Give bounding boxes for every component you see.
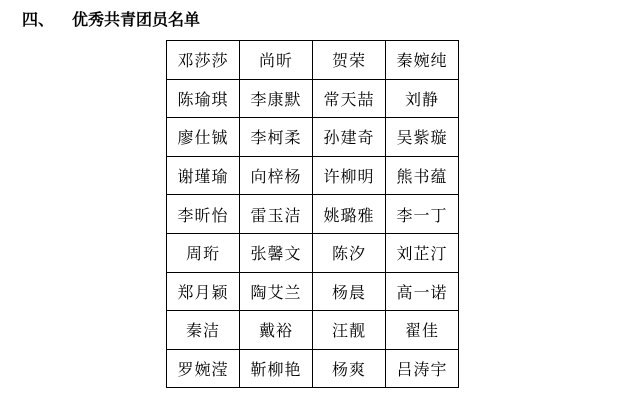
table-row — [167, 156, 459, 195]
section-heading — [22, 6, 200, 34]
member-name-cell: 杨爽 — [313, 349, 386, 388]
member-table-body — [167, 41, 459, 388]
member-name-cell: 罗婉滢 — [167, 349, 240, 388]
member-name-cell: 吕涛宇 — [386, 349, 459, 388]
member-name-cell: 李柯柔 — [240, 118, 313, 157]
member-name-cell: 高一诺 — [386, 272, 459, 311]
member-name-cell: 翟佳 — [386, 311, 459, 350]
table-row — [167, 195, 459, 234]
member-table — [166, 40, 459, 388]
member-name-cell: 邓莎莎 — [167, 41, 240, 80]
member-name-cell: 张馨文 — [240, 233, 313, 272]
member-name-cell: 向梓杨 — [240, 156, 313, 195]
table-row — [167, 233, 459, 272]
member-name-cell: 许柳明 — [313, 156, 386, 195]
member-name-cell: 李康默 — [240, 79, 313, 118]
member-name-cell: 常天喆 — [313, 79, 386, 118]
member-name-cell: 刘静 — [386, 79, 459, 118]
table-row — [167, 349, 459, 388]
member-name-cell: 秦婉纯 — [386, 41, 459, 80]
member-name-cell: 陶艾兰 — [240, 272, 313, 311]
member-name-cell: 孙建奇 — [313, 118, 386, 157]
member-name-cell: 吴紫璇 — [386, 118, 459, 157]
member-name-cell: 汪靓 — [313, 311, 386, 350]
member-name-cell: 秦洁 — [167, 311, 240, 350]
table-row — [167, 272, 459, 311]
member-name-cell: 贺荣 — [313, 41, 386, 80]
member-name-cell: 杨晨 — [313, 272, 386, 311]
section-number: 四、 — [22, 10, 55, 29]
member-name-cell: 姚璐雅 — [313, 195, 386, 234]
member-name-cell: 刘芷汀 — [386, 233, 459, 272]
member-name-cell: 陈瑜琪 — [167, 79, 240, 118]
table-row — [167, 79, 459, 118]
member-name-cell: 周珩 — [167, 233, 240, 272]
member-name-cell: 陈汐 — [313, 233, 386, 272]
member-name-cell: 雷玉洁 — [240, 195, 313, 234]
member-name-cell: 李昕怡 — [167, 195, 240, 234]
member-name-cell: 尚昕 — [240, 41, 313, 80]
table-row — [167, 41, 459, 80]
member-name-cell: 李一丁 — [386, 195, 459, 234]
member-name-cell: 靳柳艳 — [240, 349, 313, 388]
table-row — [167, 118, 459, 157]
member-name-cell: 戴裕 — [240, 311, 313, 350]
member-name-cell: 廖仕铖 — [167, 118, 240, 157]
table-row — [167, 311, 459, 350]
member-name-cell: 谢瑾瑜 — [167, 156, 240, 195]
member-name-cell: 熊书蕴 — [386, 156, 459, 195]
member-name-cell: 郑月颖 — [167, 272, 240, 311]
section-title: 优秀共青团员名单 — [72, 10, 201, 29]
